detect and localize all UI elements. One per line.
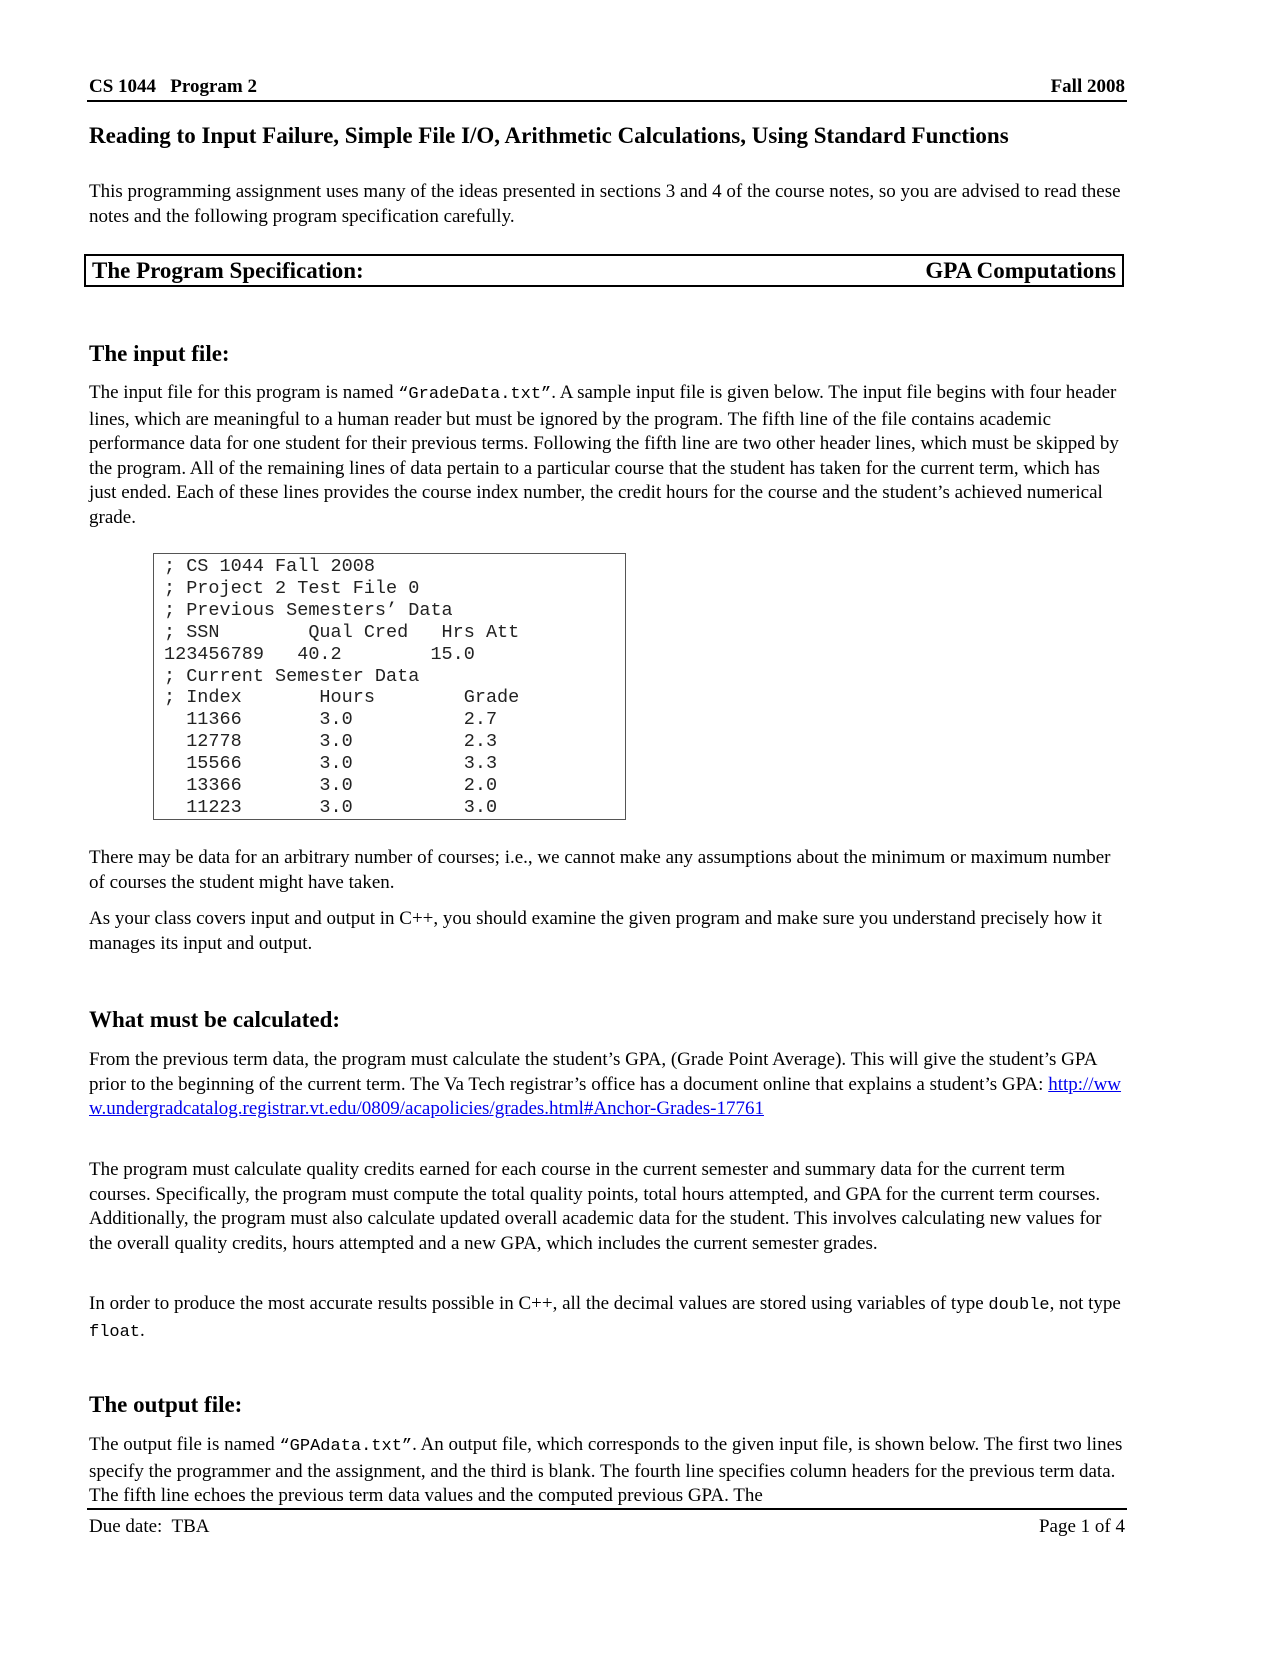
output-file-paragraph	[89, 1433, 1125, 1509]
code-line: 15566 3.0 3.3	[164, 753, 498, 775]
text: . A sample input file is given below. The input file begins with four header lines, which are meaningful to a human reader but must be ignored by the program. The fifth line of the file contains academic performance data for one student for their previous terms. Following the fifth line are two other header lines, which must be skipped by the program. All of the remaining lines of data pertain to a particular course that the student has taken for the current term, which has just ended. Each of these lines provides the course index number, the credit hours for the course and the student’s achieved numerical grade.	[89, 382, 1119, 528]
spec-subtitle: GPA Computations	[925, 257, 1116, 283]
footer-rule	[87, 1508, 1127, 1510]
io-paragraph: As your class covers input and output in C++, you should examine the given program and make sure you understand precisely how it manages its input and output.	[89, 908, 1102, 954]
code-line: ; Previous Semesters’ Data	[164, 599, 453, 621]
code-line: 13366 3.0 2.0	[164, 775, 498, 797]
input-file-name: “GradeData.txt”	[398, 385, 552, 404]
text: In order to produce the most accurate results possible in C++, all the decimal values are stored using variables of type	[89, 1293, 989, 1314]
code-line: 11366 3.0 2.7	[164, 709, 498, 731]
sample-input-file	[153, 553, 626, 820]
output-file-name: “GPAdata.txt”	[279, 1437, 413, 1456]
text: The input file for this program is named	[89, 382, 399, 403]
type-double: double	[988, 1296, 1050, 1315]
text: . An output file, which corresponds to the given input file, is shown below. The first two lines specify the programmer and the assignment, and the third is blank. The fourth line specifies column headers for the previous term data. The fifth line echoes the previous term data values and the computed previous GPA. The	[89, 1434, 1123, 1506]
code-line: 123456789 40.2 15.0	[164, 643, 475, 665]
input-file-heading: The input file:	[89, 341, 230, 366]
page-number: Page 1 of 4	[1038, 1516, 1125, 1537]
code-line: ; Index Hours Grade	[164, 687, 520, 709]
calculations-heading: What must be calculated:	[89, 1007, 341, 1032]
double-paragraph	[89, 1292, 1125, 1345]
document-title: Reading to Input Failure, Simple File I/O, Arithmetic Calculations, Using Standard Functions	[89, 123, 1009, 148]
code-line: 11223 3.0 3.0	[164, 796, 498, 818]
code-line: ; SSN Qual Cred Hrs Att	[164, 621, 520, 643]
spec-title: The Program Specification:	[92, 257, 364, 283]
text: From the previous term data, the program must calculate the student’s GPA, (Grade Point Average). This will give the student’s GPA prior to the beginning of the current term. The Va Tech registrar’s office has a document online that explains a student’s GPA:	[89, 1049, 1097, 1095]
code-line: 12778 3.0 2.3	[164, 731, 498, 753]
code-line: ; Project 2 Test File 0	[164, 577, 420, 599]
intro-paragraph: This programming assignment uses many of the ideas presented in sections 3 and 4 of the course notes, so you are advised to read these notes and the following program specification carefully.	[89, 181, 1121, 227]
gpa-paragraph	[89, 1048, 1125, 1122]
header-rule	[87, 100, 1127, 102]
code-line: ; Current Semester Data	[164, 665, 420, 687]
course-label: CS 1044 Program 2	[89, 76, 257, 97]
code-line: ; CS 1044 Fall 2008	[164, 556, 375, 577]
term-label: Fall 2008	[1050, 76, 1125, 97]
page-header	[89, 76, 1125, 98]
due-date: Due date: TBA	[89, 1516, 210, 1537]
courses-paragraph: There may be data for an arbitrary number of courses; i.e., we cannot make any assumptions about the minimum or maximum number of courses the student might have taken.	[89, 847, 1111, 893]
spec-box	[84, 254, 1124, 287]
text: The output file is named	[89, 1434, 280, 1455]
quality-credits-paragraph: The program must calculate quality credits earned for each course in the current semester and summary data for the current term courses. Specifically, the program must compute the total quality points, total hours attempted, and GPA for the current term courses. Additionally, the program must also calculate updated overall academic data for the student. This involves calculating new values for the overall quality credits, hours attempted and a new GPA, which includes the current semester grades.	[89, 1159, 1102, 1254]
text: .	[140, 1319, 145, 1341]
input-file-paragraph	[89, 381, 1125, 530]
page-footer	[89, 1516, 1125, 1538]
output-file-heading: The output file:	[89, 1392, 243, 1417]
registrar-link[interactable]: http://www.undergradcatalog.registrar.vt.edu/0809/acapolicies/grades.html#Anchor-Grades-17761	[89, 1073, 1122, 1119]
type-float: float	[89, 1322, 141, 1342]
text: , not type	[1049, 1293, 1121, 1314]
